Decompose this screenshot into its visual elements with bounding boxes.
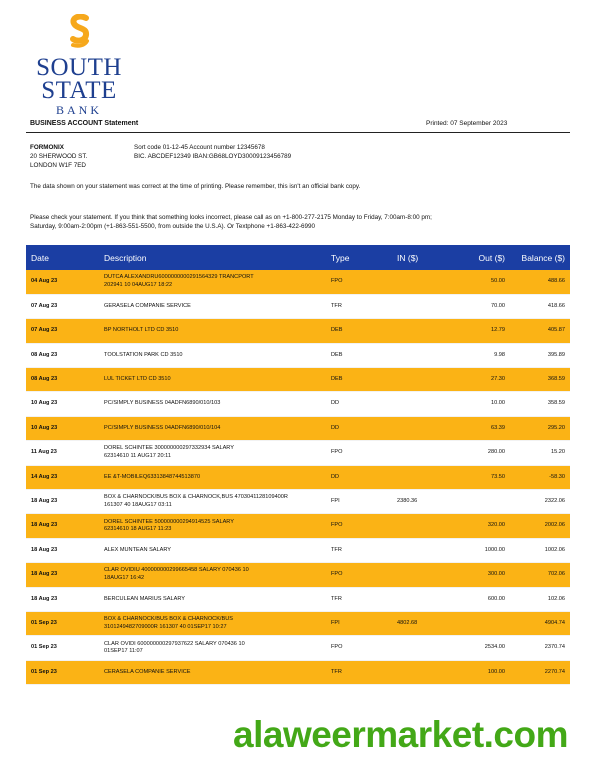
table-row — [26, 490, 570, 514]
cell-balance: 702.06 — [510, 563, 570, 587]
cell-type: TFR — [326, 587, 392, 611]
cell-type: DEB — [326, 319, 392, 343]
cell-type: TFR — [326, 294, 392, 318]
bank-logo — [34, 14, 124, 118]
cell-balance: 2270.74 — [510, 660, 570, 684]
address-line-1: 20 SHERWOOD ST. — [30, 153, 88, 160]
cell-balance: 395.89 — [510, 343, 570, 367]
cell-description — [99, 587, 326, 611]
cell-description — [99, 368, 326, 392]
cell-date: 18 Aug 23 — [26, 538, 99, 562]
cell-in — [392, 416, 450, 440]
cell-description — [99, 343, 326, 367]
cell-date: 01 Sep 23 — [26, 611, 99, 635]
cell-in — [392, 563, 450, 587]
description-line-1: LUL TICKET LTD CD 3510 — [104, 376, 171, 382]
description-line-1: BERCULEAN MARIUS SALARY — [104, 595, 186, 602]
bank-name-line1: SOUTH — [36, 54, 122, 81]
cell-description — [99, 294, 326, 318]
cell-balance: 418.66 — [510, 294, 570, 318]
cell-date: 18 Aug 23 — [26, 587, 99, 611]
cell-date: 01 Sep 23 — [26, 660, 99, 684]
cell-date: 04 Aug 23 — [26, 270, 99, 294]
cell-out — [450, 490, 510, 514]
cell-date: 10 Aug 23 — [26, 392, 99, 416]
bank-name-line3: BANK — [55, 103, 102, 117]
table-row — [26, 416, 570, 440]
cell-out: 50.00 — [450, 270, 510, 294]
cell-out: 320.00 — [450, 514, 510, 538]
cell-in — [392, 368, 450, 392]
table-body — [26, 270, 570, 685]
cell-date: 18 Aug 23 — [26, 563, 99, 587]
table-row — [26, 343, 570, 367]
description-line-1: PC/SIMPLY BUSINESS 04ADFN6890/010/103 — [104, 400, 221, 407]
description-line-2: 62314610 11 AUG17 20:11 — [104, 452, 171, 459]
description-line-1: PC/SIMPLY BUSINESS 04ADFN6890/010/104 — [104, 424, 221, 431]
cell-type: DEB — [326, 368, 392, 392]
cell-date: 18 Aug 23 — [26, 514, 99, 538]
cell-description — [99, 490, 326, 514]
cell-type: DD — [326, 392, 392, 416]
cell-out: 100.00 — [450, 660, 510, 684]
cell-description — [99, 538, 326, 562]
cell-in — [392, 392, 450, 416]
cell-balance: 2322.06 — [510, 490, 570, 514]
cell-in — [392, 587, 450, 611]
watermark: alaweermarket.com — [233, 714, 568, 755]
cell-type: DEB — [326, 343, 392, 367]
table-row — [26, 563, 570, 587]
description-line-1: TOOLSTATION PARK CD 3510 — [104, 351, 183, 358]
cell-date: 11 Aug 23 — [26, 441, 99, 465]
table-row — [26, 611, 570, 635]
cell-balance: 1002.06 — [510, 538, 570, 562]
cell-out: 600.00 — [450, 587, 510, 611]
description-line-1: DOREL SCHINTEE 300000000297332934 SALARY — [104, 445, 234, 452]
cell-description — [99, 270, 326, 294]
column-header-date: Date — [26, 245, 99, 270]
description-line-2: 161307 40 18AUG17 03:11 — [104, 501, 172, 508]
column-header-type: Type — [326, 245, 392, 270]
cell-date: 14 Aug 23 — [26, 465, 99, 489]
description-line-2: 18AUG17 16:42 — [104, 574, 145, 581]
account-details — [134, 143, 291, 161]
customer-address — [30, 143, 87, 170]
description-line-2: 01SEP17 11:07 — [104, 648, 143, 655]
cell-out: 73.50 — [450, 465, 510, 489]
cell-date: 07 Aug 23 — [26, 319, 99, 343]
cell-out: 63.39 — [450, 416, 510, 440]
cell-description — [99, 441, 326, 465]
header-divider — [26, 132, 570, 133]
description-line-1: CLAR OVIDIU 400000000299665458 SALARY 070436 10 — [104, 567, 249, 574]
cell-in — [392, 636, 450, 660]
cell-balance: -58.30 — [510, 465, 570, 489]
cell-out: 27.30 — [450, 368, 510, 392]
cell-balance: 295.20 — [510, 416, 570, 440]
cell-type: TFR — [326, 660, 392, 684]
cell-out: 10.00 — [450, 392, 510, 416]
table-header-row — [26, 245, 570, 270]
description-line-1: BOX & CHARNOCK/BUS BOX & CHARNOCK,BUS 4703041128109400R — [104, 494, 288, 501]
cell-description — [99, 660, 326, 684]
description-line-2: 62314610 18 AUG17 11:23 — [104, 526, 172, 533]
cell-type: FPO — [326, 514, 392, 538]
cell-balance: 4904.74 — [510, 611, 570, 635]
cell-out: 2534.00 — [450, 636, 510, 660]
table-row — [26, 319, 570, 343]
cell-in — [392, 465, 450, 489]
cell-description — [99, 319, 326, 343]
bic-iban: BIC. ABCDEF12349 IBAN:GB68LOYD30009123456789 — [134, 153, 292, 160]
cell-out: 300.00 — [450, 563, 510, 587]
cell-type: TFR — [326, 538, 392, 562]
cell-type: DD — [326, 416, 392, 440]
cell-description — [99, 514, 326, 538]
cell-type: FPI — [326, 611, 392, 635]
table-row — [26, 270, 570, 294]
transactions-table — [26, 245, 570, 685]
table-row — [26, 465, 570, 489]
cell-date: 10 Aug 23 — [26, 416, 99, 440]
column-header-in: IN ($) — [392, 245, 450, 270]
cell-balance: 358.59 — [510, 392, 570, 416]
cell-description — [99, 416, 326, 440]
bank-name-line2: STATE — [41, 77, 117, 104]
description-line-2: 202941 10 04AUG17 18:22 — [104, 281, 173, 288]
cell-balance: 488.66 — [510, 270, 570, 294]
cell-balance: 405.87 — [510, 319, 570, 343]
cell-description — [99, 563, 326, 587]
table-row — [26, 587, 570, 611]
cell-balance: 2370.74 — [510, 636, 570, 660]
description-line-2: 3101249482709000R 161307 40 01SEP17 10:27 — [104, 623, 227, 630]
cell-description — [99, 636, 326, 660]
cell-date: 18 Aug 23 — [26, 490, 99, 514]
cell-out: 70.00 — [450, 294, 510, 318]
description-line-1: CERASELA COMPANIE SERVICE — [104, 668, 191, 675]
address-line-2: LONDON W1F 7ED — [30, 162, 86, 169]
description-line-1: BP NORTHOLT LTD CD 3510 — [104, 327, 179, 334]
cell-date: 08 Aug 23 — [26, 368, 99, 392]
description-line-1: GERASELA COMPANIE SERVICE — [104, 302, 191, 309]
cell-date: 08 Aug 23 — [26, 343, 99, 367]
cell-type: FPO — [326, 636, 392, 660]
table-row — [26, 441, 570, 465]
cell-in — [392, 514, 450, 538]
accuracy-note: The data shown on your statement was correct at the time of printing. Please remember, this isn't an official bank copy. — [30, 183, 361, 190]
cell-out — [450, 611, 510, 635]
cell-type: FPI — [326, 490, 392, 514]
cell-out: 1000.00 — [450, 538, 510, 562]
check-statement-note: Please check your statement. If you think that something looks incorrect, please call as on +1-800-277-2175 Monday to Friday, 7:00am-8:00 pm; Saturday, 9:00am-2:00pm (+1-863-551-5500, from outside the U.S.A). Or Textphone +1-863-422-6990 — [30, 214, 432, 230]
column-header-description: Description — [99, 245, 326, 270]
cell-description — [99, 611, 326, 635]
cell-balance: 368.59 — [510, 368, 570, 392]
bank-logo-mark-icon — [65, 14, 93, 56]
column-header-out: Out ($) — [450, 245, 510, 270]
cell-type: FPO — [326, 270, 392, 294]
cell-balance: 15.20 — [510, 441, 570, 465]
column-header-balance: Balance ($) — [510, 245, 570, 270]
cell-out: 12.79 — [450, 319, 510, 343]
table-row — [26, 636, 570, 660]
cell-in — [392, 270, 450, 294]
cell-in — [392, 319, 450, 343]
description-line-1: ALEX MUNTEAN SALARY — [104, 546, 172, 553]
cell-in — [392, 294, 450, 318]
table-row — [26, 368, 570, 392]
sort-code-account-number: Sort code 01-12-45 Account number 12345678 — [134, 144, 265, 151]
cell-balance: 102.06 — [510, 587, 570, 611]
table-row — [26, 294, 570, 318]
cell-in — [392, 343, 450, 367]
table-row — [26, 392, 570, 416]
cell-date: 01 Sep 23 — [26, 636, 99, 660]
cell-balance: 2002.06 — [510, 514, 570, 538]
cell-type: DD — [326, 465, 392, 489]
cell-out: 280.00 — [450, 441, 510, 465]
cell-in — [392, 441, 450, 465]
description-line-1: BOX & CHARNOCK/BUS BOX & CHARNOCK/BUS — [104, 616, 233, 623]
description-line-1: EE &T-MOBILEQ63313848744513870 — [104, 473, 201, 480]
cell-in: 4802.68 — [392, 611, 450, 635]
cell-in: 2380.36 — [392, 490, 450, 514]
cell-in — [392, 538, 450, 562]
cell-type: FPO — [326, 563, 392, 587]
description-line-1: CLAR OVIDI 600000000297937622 SALARY 070436 10 — [104, 640, 245, 647]
cell-type: FPO — [326, 441, 392, 465]
table-row — [26, 660, 570, 684]
description-line-1: DUTCA ALEXANDRU6000000000291564329 TRANCPORT — [104, 274, 254, 281]
cell-in — [392, 660, 450, 684]
table-row — [26, 538, 570, 562]
statement-title: BUSINESS ACCOUNT Statement — [30, 120, 139, 127]
description-line-1: DOREL SCHINTEE 500000000294914525 SALARY — [104, 518, 234, 525]
printed-date: Printed: 07 September 2023 — [426, 120, 508, 127]
cell-date: 07 Aug 23 — [26, 294, 99, 318]
cell-description — [99, 465, 326, 489]
cell-description — [99, 392, 326, 416]
customer-name: FORMONIX — [30, 144, 64, 151]
cell-out: 9.98 — [450, 343, 510, 367]
table-row — [26, 514, 570, 538]
